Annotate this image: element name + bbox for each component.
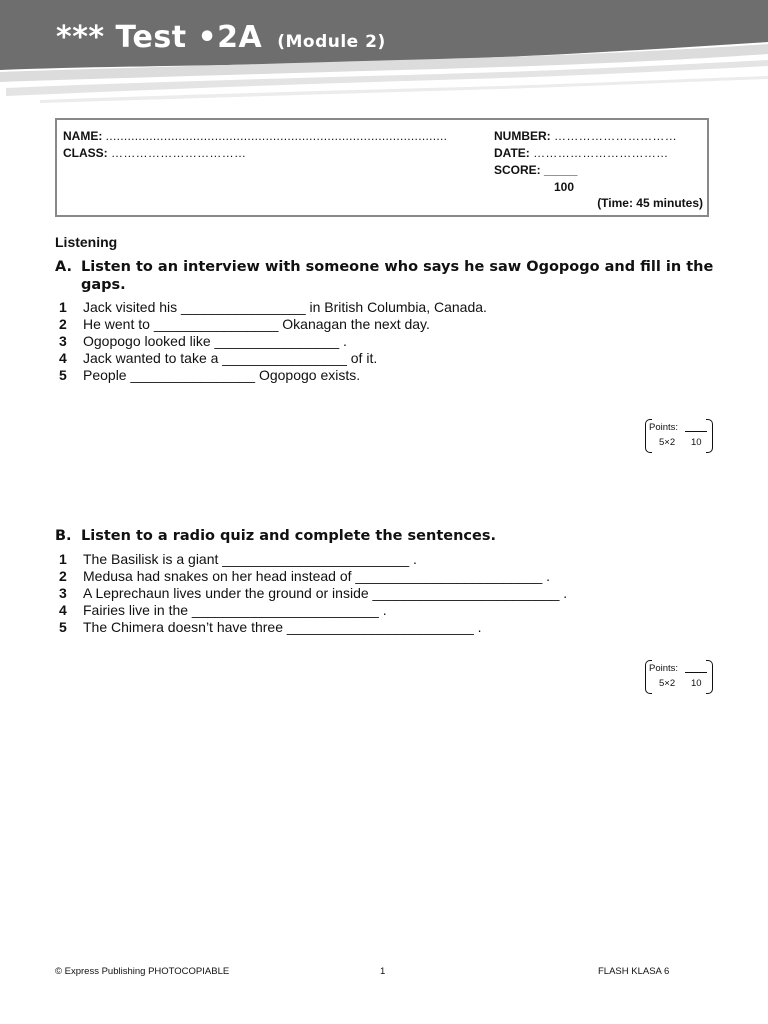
points-total: 10 bbox=[691, 437, 702, 448]
score-field[interactable] bbox=[494, 163, 577, 177]
list-item[interactable] bbox=[57, 316, 487, 333]
name-label: NAME: bbox=[63, 129, 103, 143]
task-b-title bbox=[55, 527, 715, 545]
test-title bbox=[56, 20, 386, 55]
footer-page-number: 1 bbox=[380, 966, 386, 977]
task-b-letter: B. bbox=[55, 528, 72, 544]
list-item[interactable] bbox=[57, 568, 567, 585]
item-number: 5 bbox=[59, 619, 67, 635]
student-info-box bbox=[55, 118, 709, 217]
list-item[interactable] bbox=[57, 367, 487, 384]
list-item[interactable] bbox=[57, 551, 567, 568]
list-item[interactable] bbox=[57, 602, 567, 619]
list-item[interactable] bbox=[57, 333, 487, 350]
listening-heading: Listening bbox=[55, 234, 118, 250]
bracket-right bbox=[706, 419, 713, 453]
points-multiplier: 5×2 bbox=[659, 437, 676, 448]
task-a-letter: A. bbox=[55, 259, 72, 275]
number-dots: ………………………… bbox=[554, 129, 678, 143]
number-field[interactable] bbox=[494, 129, 677, 143]
name-field[interactable] bbox=[63, 129, 447, 143]
points-multiplier: 5×2 bbox=[659, 678, 676, 689]
module-label: (Module 2) bbox=[277, 32, 386, 52]
date-dots: …………………………… bbox=[533, 146, 669, 160]
item-number: 3 bbox=[59, 333, 67, 349]
points-label: Points: bbox=[649, 422, 679, 433]
time-limit: (Time: 45 minutes) bbox=[597, 196, 703, 210]
task-b-items bbox=[57, 551, 567, 636]
header-wave-graphic bbox=[0, 0, 768, 110]
points-total: 10 bbox=[691, 678, 702, 689]
score-blank: _____ bbox=[544, 163, 578, 177]
item-text: Fairies live in the ________________________ . bbox=[83, 602, 387, 618]
item-text: Medusa had snakes on her head instead of ________________________ . bbox=[83, 568, 551, 584]
item-text: The Chimera doesn’t have three ________________________ . bbox=[83, 619, 482, 635]
points-blank[interactable] bbox=[685, 431, 707, 432]
item-number: 1 bbox=[59, 551, 67, 567]
item-number: 5 bbox=[59, 367, 67, 383]
number-label: NUMBER: bbox=[494, 129, 551, 143]
item-number: 2 bbox=[59, 316, 67, 332]
task-b-points-box bbox=[645, 660, 713, 694]
class-field[interactable] bbox=[63, 146, 246, 160]
task-a-points-box bbox=[645, 419, 713, 453]
bracket-right bbox=[706, 660, 713, 694]
page-header bbox=[0, 0, 768, 110]
item-text: The Basilisk is a giant ________________________ . bbox=[83, 551, 417, 567]
points-blank[interactable] bbox=[685, 672, 707, 673]
points-label: Points: bbox=[649, 663, 679, 674]
list-item[interactable] bbox=[57, 299, 487, 316]
class-dots: …………………………… bbox=[111, 146, 247, 160]
date-field[interactable] bbox=[494, 146, 668, 160]
item-number: 1 bbox=[59, 299, 67, 315]
score-total: 100 bbox=[554, 180, 575, 194]
test-title-main: *** Test •2A bbox=[56, 20, 263, 55]
footer-course: FLASH KLASA 6 bbox=[598, 966, 670, 977]
item-text: Ogopogo looked like ________________ . bbox=[83, 333, 347, 349]
name-dots: .............................................................................................. bbox=[105, 129, 448, 143]
item-text: Jack wanted to take a ________________ of it. bbox=[83, 350, 378, 366]
item-text: A Leprechaun lives under the ground or inside ________________________ . bbox=[83, 585, 568, 601]
item-number: 2 bbox=[59, 568, 67, 584]
item-text: He went to ________________ Okanagan the next day. bbox=[83, 316, 430, 332]
list-item[interactable] bbox=[57, 585, 567, 602]
item-text: People ________________ Ogopogo exists. bbox=[83, 367, 361, 383]
task-a-items bbox=[57, 299, 487, 384]
date-label: DATE: bbox=[494, 146, 530, 160]
task-a-title bbox=[55, 258, 715, 294]
footer-copyright: © Express Publishing PHOTOCOPIABLE bbox=[55, 966, 230, 977]
item-number: 4 bbox=[59, 602, 67, 618]
task-a-instructions: Listen to an interview with someone who says he saw Ogopogo and fill in the gaps. bbox=[81, 259, 714, 293]
list-item[interactable] bbox=[57, 619, 567, 636]
task-b-instructions: Listen to a radio quiz and complete the sentences. bbox=[81, 528, 496, 544]
item-text: Jack visited his ________________ in British Columbia, Canada. bbox=[83, 299, 487, 315]
class-label: CLASS: bbox=[63, 146, 108, 160]
item-number: 3 bbox=[59, 585, 67, 601]
item-number: 4 bbox=[59, 350, 67, 366]
list-item[interactable] bbox=[57, 350, 487, 367]
score-label: SCORE: bbox=[494, 163, 541, 177]
